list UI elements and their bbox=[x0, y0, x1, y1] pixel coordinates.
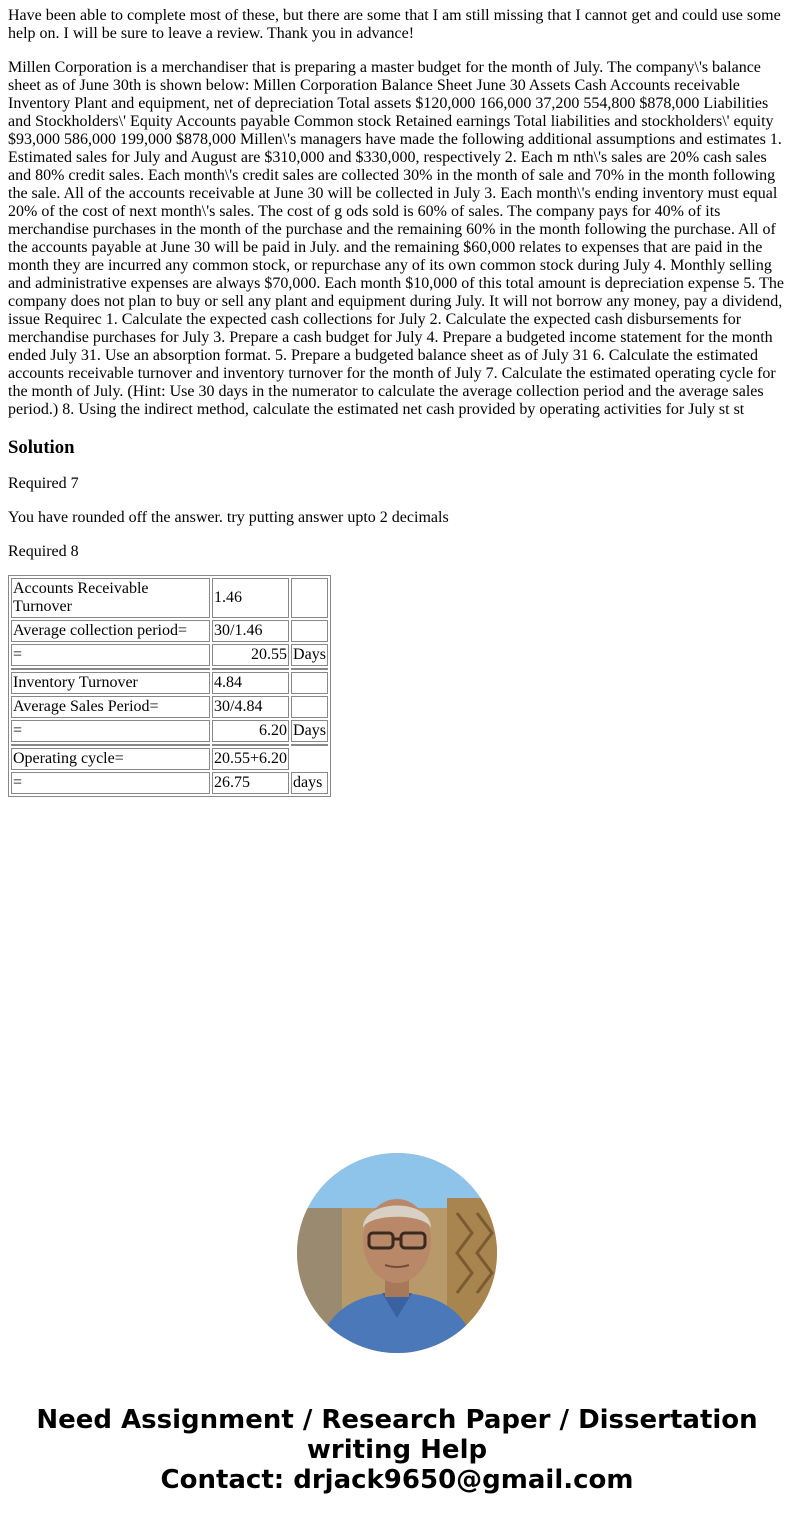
solution-heading: Solution bbox=[8, 437, 75, 458]
table-cell-empty bbox=[11, 668, 210, 670]
table-cell bbox=[291, 620, 328, 642]
table-cell: 26.75 bbox=[212, 772, 289, 794]
table-cell: 1.46 bbox=[212, 578, 289, 618]
table-cell: days bbox=[291, 772, 328, 794]
table-cell: = bbox=[11, 720, 210, 742]
table-cell: Average Sales Period= bbox=[11, 696, 210, 718]
table-row bbox=[11, 620, 328, 642]
table-row bbox=[11, 696, 328, 718]
table-cell bbox=[291, 748, 328, 770]
table-cell: 4.84 bbox=[212, 672, 289, 694]
table-cell: Accounts Receivable Turnover bbox=[11, 578, 210, 618]
table-cell bbox=[291, 696, 328, 718]
table-cell: 30/4.84 bbox=[212, 696, 289, 718]
required-7-note: You have rounded off the answer. try putting answer upto 2 decimals bbox=[8, 509, 449, 526]
question-intro: Have been able to complete most of these, but there are some that I am still missing that I cannot get and could use some help on. I will be sure to leave a review. Thank you in advance! bbox=[8, 7, 781, 42]
table-cell-empty bbox=[11, 744, 210, 746]
table-row bbox=[11, 748, 328, 770]
required-7-label: Required 7 bbox=[8, 475, 79, 492]
table-row bbox=[11, 720, 328, 742]
table-cell-empty bbox=[212, 668, 289, 670]
table-row bbox=[11, 772, 328, 794]
table-row bbox=[11, 672, 328, 694]
required-8-label: Required 8 bbox=[8, 543, 79, 560]
footer-line-1: Need Assignment / Research Paper / Dissertation bbox=[36, 1405, 758, 1435]
operating-cycle-table bbox=[8, 575, 331, 797]
table-cell: = bbox=[11, 772, 210, 794]
table-cell: Days bbox=[291, 644, 328, 666]
footer-banner bbox=[0, 1405, 794, 1495]
table-cell: 20.55+6.20 bbox=[212, 748, 289, 770]
question-body: Millen Corporation is a merchandiser that is preparing a master budget for the month of July. The company\'s balance sheet as of June 30th is shown below: Millen Corporation Balance Sheet June 30 Assets Cash Accounts receivable Inventory Plant and equipment, net of depreciation Total assets $120,000 166,000 37,200 554,800 $878,000 Liabilities and Stockholders\' Equity Accounts payable Common stock Retained earnings Total liabilities and stockholders\' equity $93,000 586,000 199,000 $878,000 Millen\'s managers have made the following additional assumptions and estimates 1. Estimated sales for July and August are $310,000 and $330,000, respectively 2. Each m nth\'s sales are 20% cash sales and 80% credit sales. Each month\'s credit sales are collected 30% in the month of sale and 70% in the month following the sale. All of the accounts receivable at June 30 will be collected in July 3. Each month\'s ending inventory must equal 20% of the cost of next month\'s sales. The cost of g ods sold is 60% of sales. The company pays for 40% of its merchandise purchases in the month of the purchase and the remaining 60% in the month following the purchase. All of the accounts payable at June 30 will be paid in July. and the remaining $60,000 relates to expenses that are paid in the month they are incurred any common stock, or repurchase any of its own common stock during July 4. Monthly selling and administrative expenses are always $70,000. Each month $10,000 of this total amount is depreciation expense 5. The company does not plan to buy or sell any plant and equipment during July. It will not borrow any money, pay a dividend, issue Requirec 1. Calculate the expected cash collections for July 2. Calculate the expected cash disbursements for merchandise purchases for July 3. Prepare a cash budget for July 4. Prepare a budgeted income statement for the month ended July 31. Use an absorption format. 5. Prepare a budgeted balance sheet as of July 31 6. Calculate the estimated accounts receivable turnover and inventory turnover for the month of July 7. Calculate the estimated operating cycle for the month of July. (Hint: Use 30 days in the numerator to calculate the average collection period and the average sales period.) 8. Using the indirect method, calculate the estimated net cash provided by operating activities for July st st bbox=[8, 59, 784, 418]
footer-contact: Contact: drjack9650@gmail.com bbox=[160, 1465, 634, 1495]
table-cell-empty bbox=[291, 668, 328, 670]
table-cell: 30/1.46 bbox=[212, 620, 289, 642]
table-cell bbox=[291, 672, 328, 694]
table-row bbox=[11, 578, 328, 618]
table-cell: 20.55 bbox=[212, 644, 289, 666]
table-cell: Operating cycle= bbox=[11, 748, 210, 770]
table-spacer-row bbox=[11, 744, 328, 746]
table-cell: Days bbox=[291, 720, 328, 742]
table-cell: 6.20 bbox=[212, 720, 289, 742]
table-cell: Average collection period= bbox=[11, 620, 210, 642]
table-cell-empty bbox=[291, 744, 328, 746]
footer-line-2: writing Help bbox=[306, 1435, 488, 1465]
table-spacer-row bbox=[11, 668, 328, 670]
table-cell: Inventory Turnover bbox=[11, 672, 210, 694]
table-cell-empty bbox=[212, 744, 289, 746]
table-row bbox=[11, 644, 328, 666]
author-avatar bbox=[297, 1153, 497, 1353]
table-cell bbox=[291, 578, 328, 618]
author-portrait-icon bbox=[297, 1153, 497, 1353]
table-cell: = bbox=[11, 644, 210, 666]
